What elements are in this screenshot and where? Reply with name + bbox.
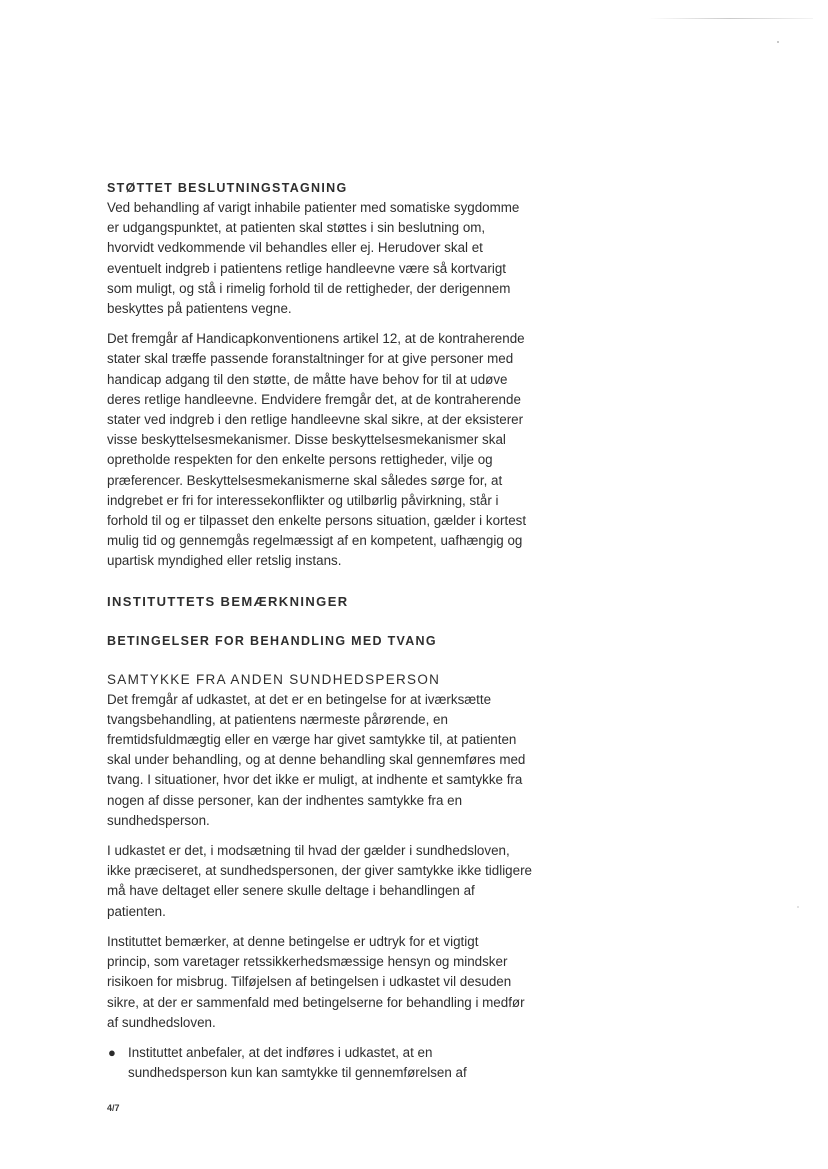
heading-instituttets-bemaerkninger: INSTITUTTETS BEMÆRKNINGER bbox=[107, 593, 349, 609]
paragraph: Det fremgår af Handicapkonventionens artikel 12, at de kontraherende stater skal træffe passende foranstaltninger for at give personer med handicap adgang til den støtte, de måtte have behov for til at udøve deres retlige handleevne. Endvidere fremgår det, at de kontraherende stater ved indgreb i den retlige handleevne skal sikre, at der eksisterer visse beskyttelsesmekanismer. Disse beskyttelsesmekanismer skal opretholde respekten for den enkelte persons rettigheder, vilje og præferencer. Beskyttelsesmekanismerne skal således sørge for, at indgrebet er fri for interessekonflikter og utilbørlig påvirkning, står i forhold til og er tilpasset den enkelte persons situation, gælder i kortest mulig tid og gennemgås regelmæssigt af en kompetent, uafhængig og upartisk myndighed eller retslig instans. bbox=[107, 331, 527, 569]
paragraph: Det fremgår af udkastet, at det er en betingelse for at iværksætte tvangsbehandling, at patientens nærmeste pårørende, en fremtidsfuldmægtig eller en værge har givet samtykke til, at patienten skal under behandling, og at denne behandling skal gennemføres med tvang. I situationer, hvor det ikke er muligt, at indhente et samtykke fra nogen af disse personer, kan der indhentes samtykke fra en sundhedsperson. bbox=[107, 691, 526, 828]
heading-stottet-beslutningstagning: STØTTET BESLUTNINGSTAGNING bbox=[107, 181, 348, 195]
bullet-item bbox=[107, 1043, 587, 1083]
paragraph: Ved behandling af varigt inhabile patienter med somatiske sygdomme er udgangspunktet, at patienten skal støttes i sin beslutning om, hvorvidt vedkommende vil behandles eller ej. Herudover skal et eventuelt indgreb i patientens retlige handleevne være så kortvarigt som muligt, og stå i rimelig forhold til de rettigheder, der derigennem beskyttes på patientens vegne. bbox=[107, 200, 520, 317]
paragraph: I udkastet er det, i modsætning til hvad der gælder i sundhedsloven, ikke præciseret, at sundhedspersonen, der giver samtykke ikke tidligere må have deltaget eller senere skulle deltage i behandlingen af patienten. bbox=[107, 843, 532, 919]
document-content bbox=[107, 178, 587, 1083]
heading-betingelser: BETINGELSER FOR BEHANDLING MED TVANG bbox=[107, 633, 437, 648]
scan-artifact-dot bbox=[777, 41, 779, 43]
bullet-text: Instituttet anbefaler, at det indføres i udkastet, at en sundhedsperson kun kan samtykke til gennemførelsen af bbox=[128, 1044, 467, 1081]
heading-samtykke: SAMTYKKE FRA ANDEN SUNDHEDSPERSON bbox=[107, 671, 441, 687]
scan-artifact-line bbox=[648, 18, 813, 19]
paragraph: Instituttet bemærker, at denne betingelse er udtryk for et vigtigt princip, som varetager retssikkerhedsmæssige hensyn og mindsker risikoen for misbrug. Tilføjelsen af betingelsen i udkastet vil desuden sikre, at der er sammenfald med betingelserne for behandling i medfør af sundhedsloven. bbox=[107, 933, 525, 1030]
bullet-icon: ● bbox=[108, 1044, 116, 1060]
page-number: 4/7 bbox=[107, 1103, 120, 1113]
scan-artifact-dot bbox=[797, 906, 799, 908]
